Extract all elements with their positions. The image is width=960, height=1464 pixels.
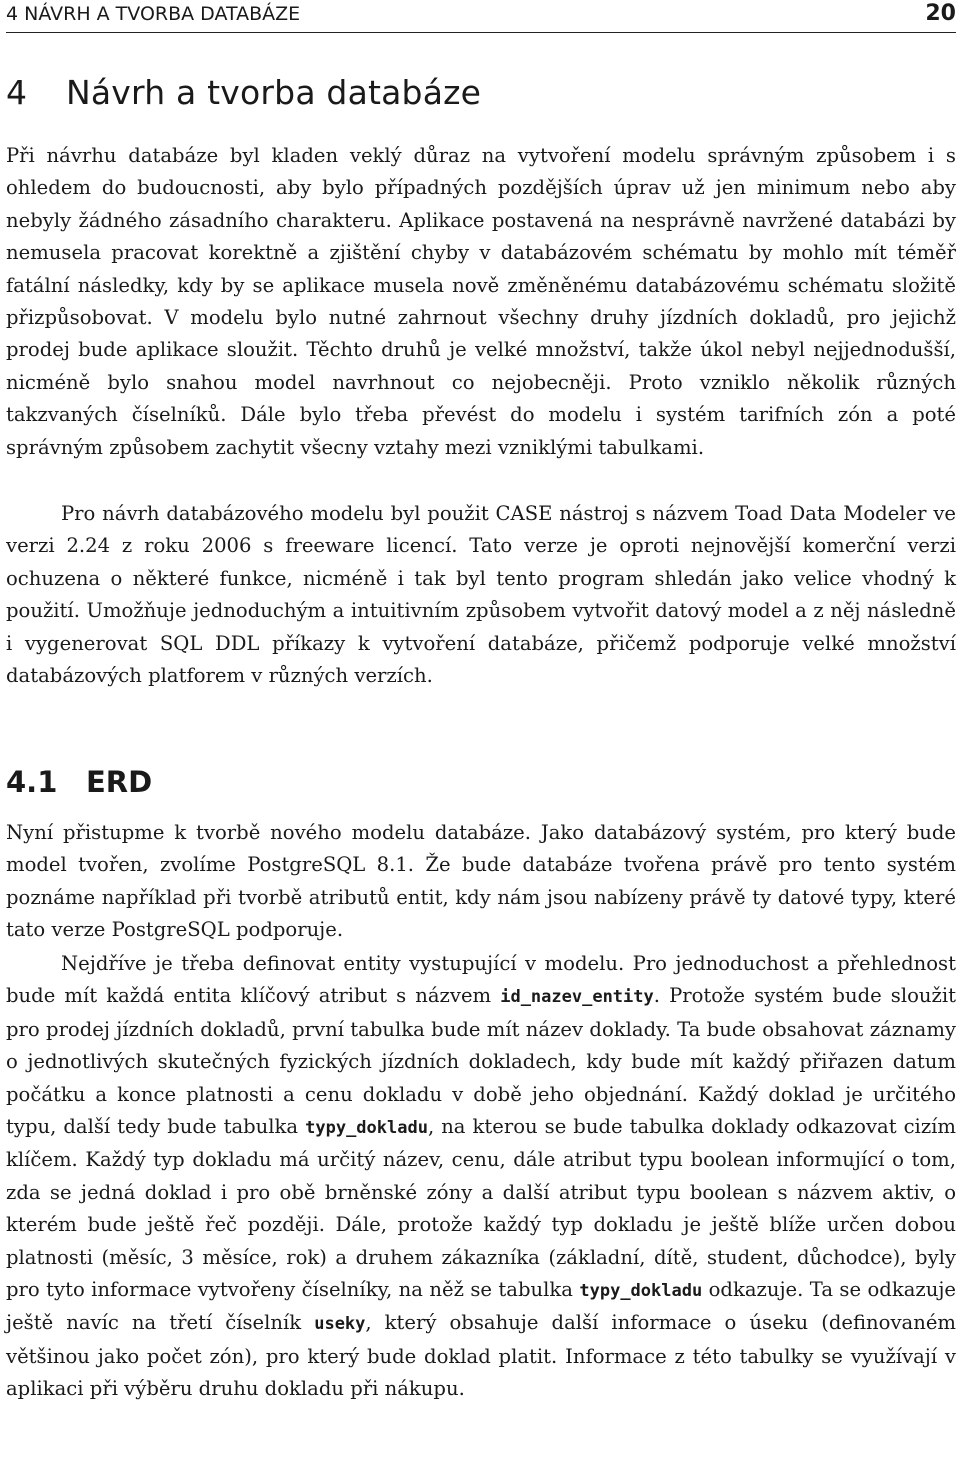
code-typy-dokladu: typy_dokladu — [305, 1118, 428, 1139]
paragraph-1: Při návrhu databáze byl kladen veklý důraz na vytvoření modelu správným způsobem i s ohledem do budoucnosti, aby bylo případných pozdějších úprav už jen minimum nebo aby nebyly žádného zásadního charakteru. Aplikace postavená na nesprávně navržené databázi by nemusela pracovat korektně a zjištění chyby v databázovém schématu by mohlo mít téměř fatální následky, kdy by se aplikace musela nově změněnému databázovému schématu složitě přizpůsobovat. V modelu bylo nutné zahrnout všechny druhy jízdních dokladů, pro jejichž prodej bude aplikace sloužit. Těchto druhů je velké množství, takže úkol nebyl nejjednodušší, nicméně bylo snahou model navrhnout co nejobecněji. Proto vzniklo několik různých takzvaných číselníků. Dále bylo třeba převést do modelu i systém tarifních zón a poté správným způsobem zachytit všecny vztahy mezi vzniklými tabulkami. — [6, 144, 956, 459]
page-number: 20 — [925, 1, 956, 26]
section-number: 4.1 — [6, 765, 58, 799]
paragraph-4-text-a: Nejdříve je třeba definovat entity vystupující v modelu. Pro jednoduchost a přehlednost bude mít každá entita klíčový atribut s názvem — [6, 952, 956, 1008]
paragraph-2: Pro návrh databázového modelu byl použit CASE nástroj s názvem Toad Data Modeler ve verzi 2.24 z roku 2006 s freeware licencí. Tato verze je oproti nejnovější komerční verzi ochuzena o některé funkce, nicméně i tak byl tento program shledán jako velice vhodný k použití. Umožňuje jednoduchým a intuitivním způsobem vytvořit datový model a z něj následně i vygenerovat SQL DDL příkazy k vytvoření databáze, přičemž podporuje velké množství databázových platforem v různých verzích. — [6, 502, 956, 688]
code-useky: useky — [314, 1314, 366, 1335]
section-heading — [6, 758, 152, 806]
chapter-number: 4 — [6, 73, 28, 112]
paragraph-3: Nyní přistupme k tvorbě nového modelu databáze. Jako databázový systém, pro který bude model tvořen, zvolíme PostgreSQL 8.1. Že bude databáze tvořena právě pro tento systém poznáme například při tvorbě atributů entit, kdy nám jsou nabízeny právě ty datové typy, které tato verze PostgreSQL podporuje. — [6, 821, 956, 942]
chapter-heading — [6, 66, 481, 120]
paragraph-4 — [6, 948, 956, 1406]
code-id-nazev-entity: id_nazev_entity — [500, 987, 654, 1008]
chapter-title: Návrh a tvorba databáze — [66, 73, 482, 112]
paragraph-4-text-d: odkazuje. Ta se odkazuje ještě navíc na třetí číselník — [6, 1278, 956, 1335]
running-header — [6, 0, 956, 33]
paragraph-4-text-b: . Protože systém bude sloužit pro prodej jízdních dokladů, první tabulka bude mít název doklady. Ta bude obsahovat záznamy o jednotlivých skutečných fyzických jízdních dokladech, kdy bude mít každý přiřazen datum počátku a konce platnosti a cenu dokladu v době jeho objednání. Každý doklad je určitého typu, další tedy bude tabulka — [6, 984, 956, 1139]
paragraph-4-text-c: , na kterou se bude tabulka doklady odkazovat cizím klíčem. Každý typ dokladu má určitý název, cenu, dále atribut typu boolean informující o tom, zda se jedná doklad i pro obě brněnské zóny a další atribut typu boolean s názvem aktiv, o kterém bude ještě řeč později. Dále, protože každý typ dokladu je ještě blíže určen dobou platnosti (měsíc, 3 měsíce, rok) a druhem zákazníka (základní, dítě, student, důchodce), byly pro tyto informace vytvořeny číselníky, na něž se tabulka — [6, 1115, 956, 1302]
section-title: ERD — [86, 765, 153, 799]
paragraph-4-text-e: , který obsahuje další informace o úseku (definovaném většinou jako počet zón), pro který bude doklad platit. Informace z této tabulky se využívají v aplikaci při výběru druhu dokladu při nákupu. — [6, 1311, 957, 1401]
code-typy-dokladu-2: typy_dokladu — [579, 1281, 703, 1302]
running-title: 4 NÁVRH A TVORBA DATABÁZE — [6, 3, 301, 25]
